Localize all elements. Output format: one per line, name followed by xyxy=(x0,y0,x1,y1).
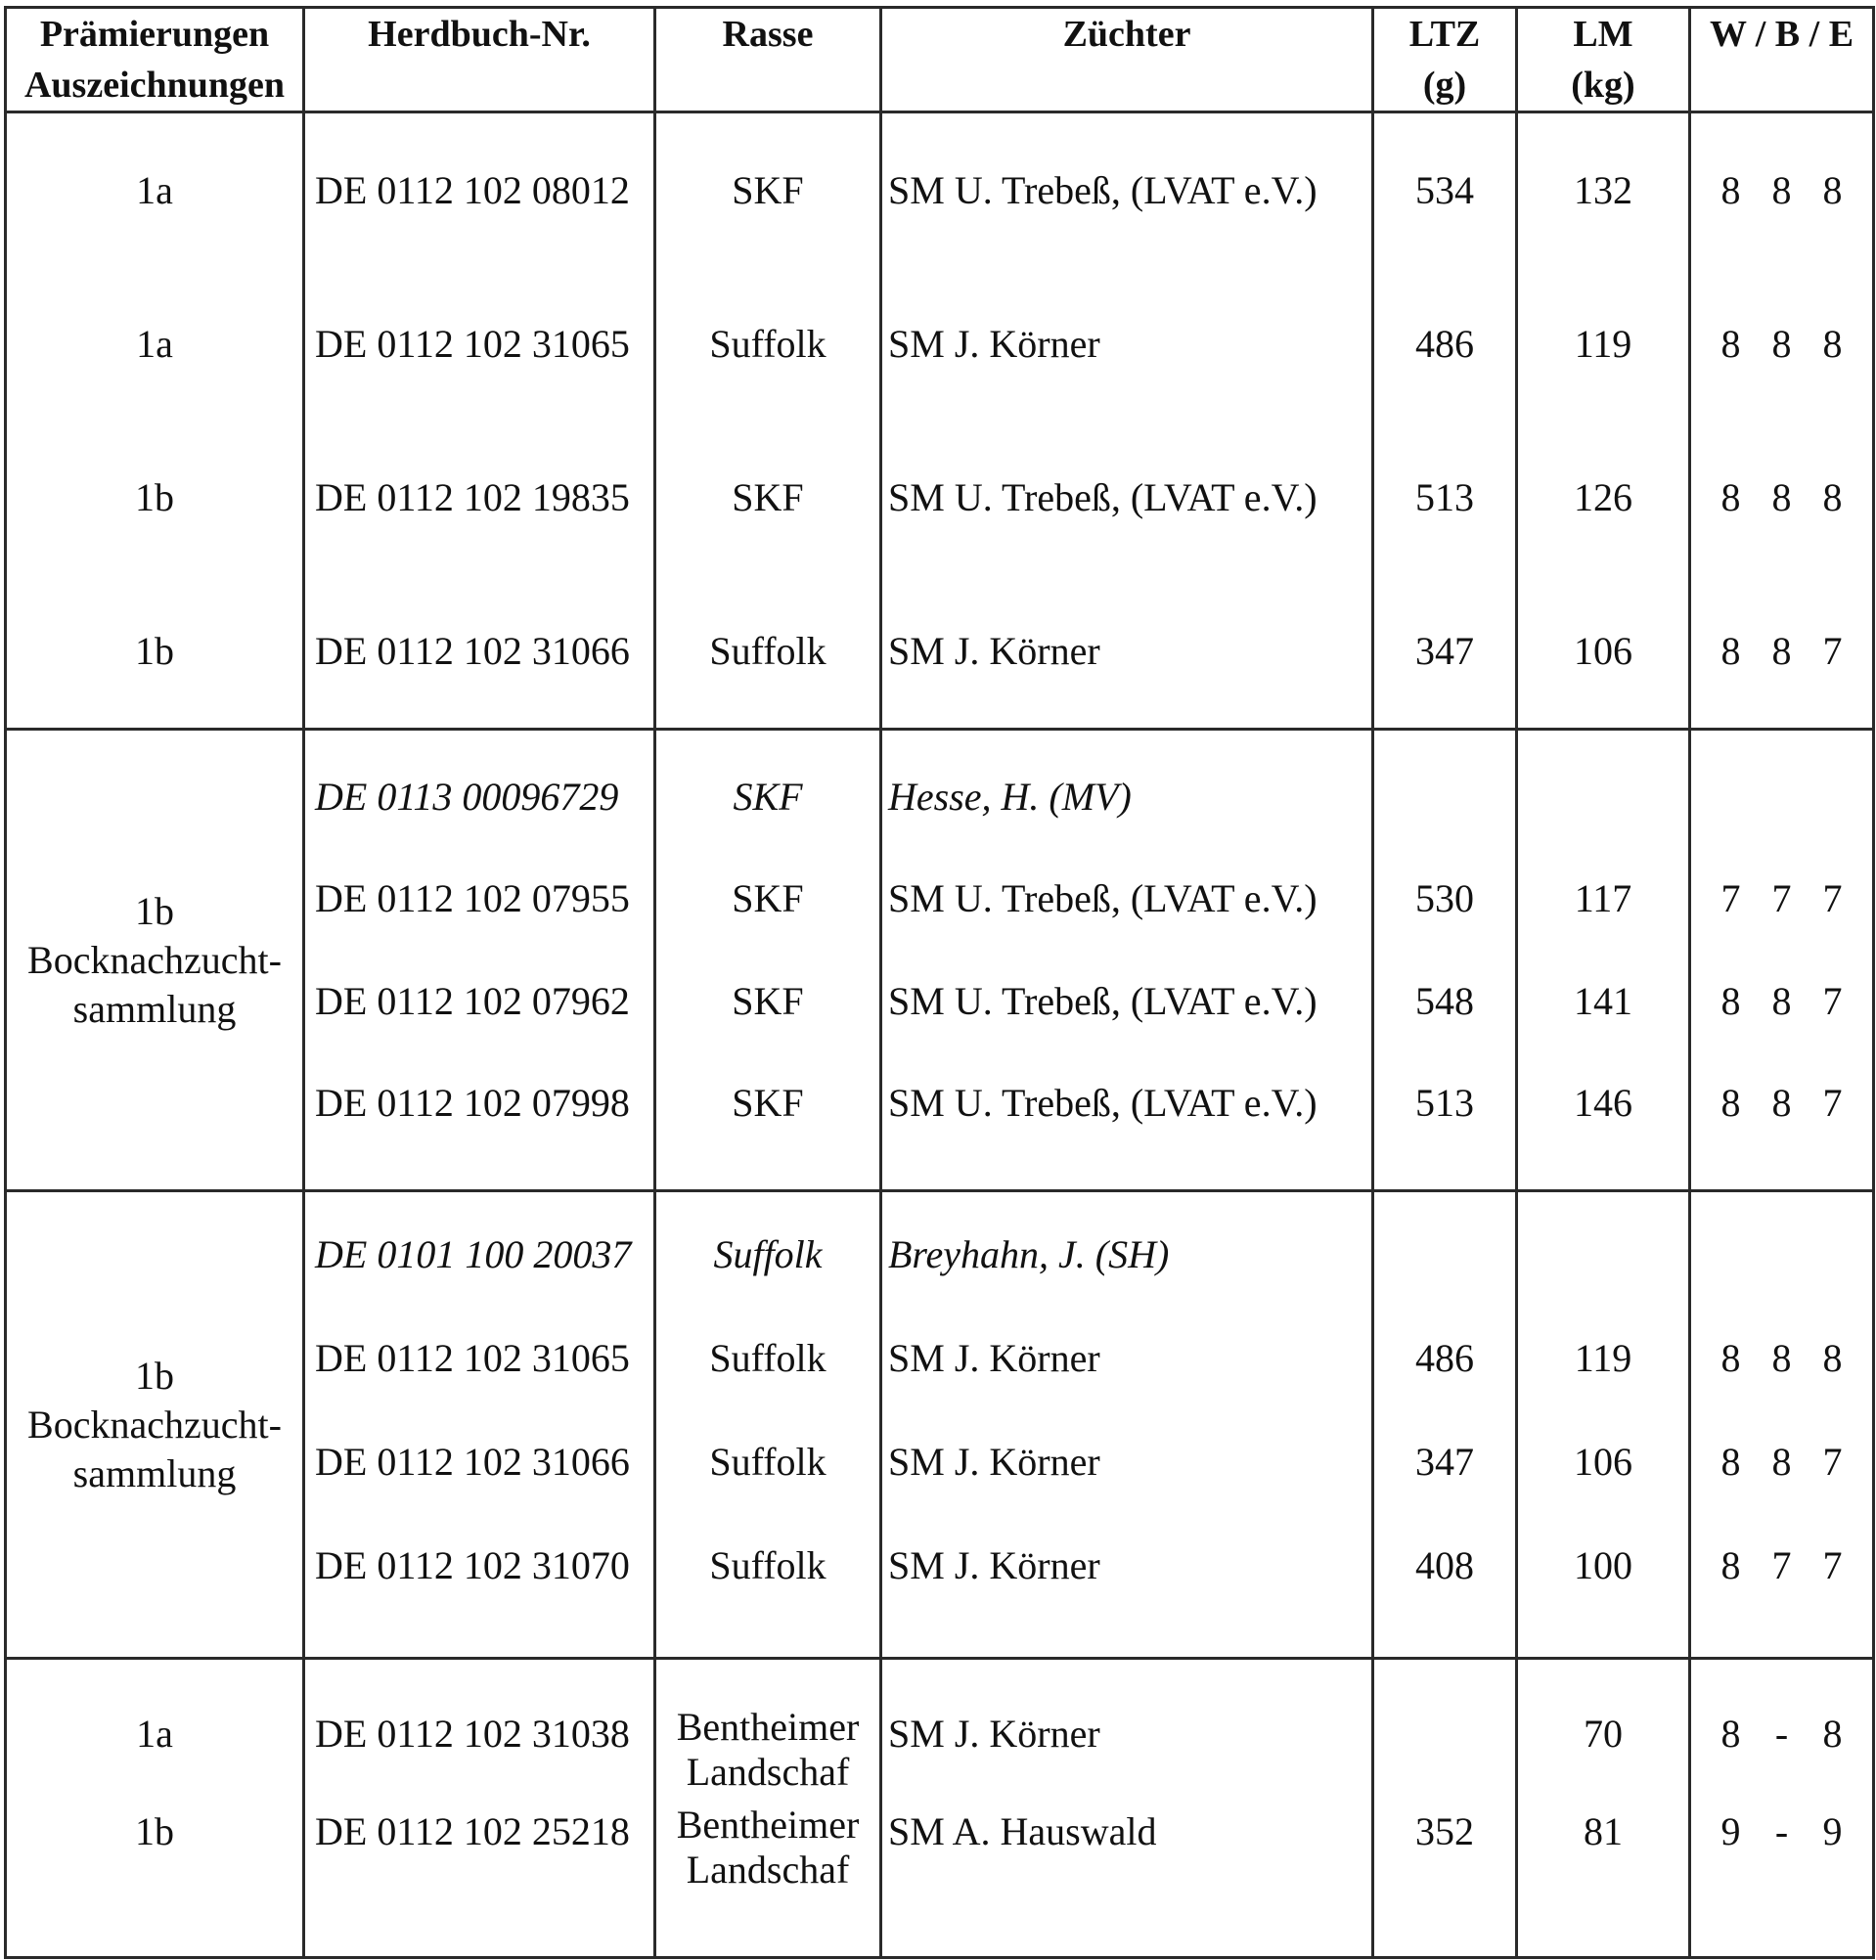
breed-cell: SKF xyxy=(732,978,804,1023)
wbe-e: 8 xyxy=(1822,322,1843,366)
wbe-b: 7 xyxy=(1771,876,1792,921)
wbe-w: 7 xyxy=(1720,876,1741,921)
lm-cell: 119 xyxy=(1574,1335,1632,1380)
group-1-lm xyxy=(1517,112,1690,730)
lm-cell: 117 xyxy=(1574,876,1632,921)
wbe-w: 8 xyxy=(1720,1711,1741,1756)
herdbook-cell: DE 0112 102 25218 xyxy=(315,1808,630,1853)
group-3-breeder xyxy=(881,1191,1373,1659)
ltz-cell xyxy=(1374,1684,1515,1782)
wbe-b: 7 xyxy=(1771,1542,1792,1587)
header-ltz xyxy=(1373,8,1517,112)
breeder-cell: SM U. Trebeß, (LVAT e.V.) xyxy=(888,876,1318,921)
group-2-breed xyxy=(655,730,881,1191)
herdbook-cell: DE 0112 102 07955 xyxy=(315,876,630,921)
header-herdbook: Herdbuch-Nr. xyxy=(304,8,655,112)
award-collection xyxy=(7,1352,302,1498)
group-2-wbe xyxy=(1690,730,1874,1191)
ltz-cell: 352 xyxy=(1415,1808,1474,1853)
wbe-w: 8 xyxy=(1720,1335,1741,1380)
breeder-cell: SM U. Trebeß, (LVAT e.V.) xyxy=(888,475,1318,519)
ltz-cell xyxy=(1374,745,1515,848)
group-4-breeder xyxy=(881,1659,1373,1958)
group-4 xyxy=(6,1659,1874,1958)
wbe-e: 8 xyxy=(1822,168,1843,212)
wbe-cell xyxy=(1691,267,1872,421)
ltz-cell: 548 xyxy=(1415,978,1474,1023)
ltz-cell: 486 xyxy=(1415,1335,1474,1380)
sire-breed-cell: Suffolk xyxy=(713,1231,823,1276)
breed-cell: SKF xyxy=(732,168,804,212)
group-4-lm xyxy=(1517,1659,1690,1958)
group-3-breed xyxy=(655,1191,881,1659)
lm-cell xyxy=(1518,1202,1688,1306)
breed-line: Landschaf xyxy=(686,1750,850,1794)
award-line: 1b xyxy=(135,1353,174,1398)
breed-cell: Suffolk xyxy=(709,629,826,673)
header-awards-line2: Auszeichnungen xyxy=(23,65,286,106)
group-1-herdbook xyxy=(304,112,655,730)
ltz-cell: 513 xyxy=(1415,475,1474,519)
group-2 xyxy=(6,730,1874,1191)
breeder-cell: SM J. Körner xyxy=(888,322,1100,366)
group-3 xyxy=(6,1191,1874,1659)
breed-cell xyxy=(656,1705,879,1803)
wbe-cell xyxy=(1691,745,1872,848)
group-4-wbe xyxy=(1690,1659,1874,1958)
lm-cell: 81 xyxy=(1584,1808,1623,1853)
wbe-e: 7 xyxy=(1822,629,1843,673)
header-lm-line1: LM xyxy=(1573,14,1633,55)
wbe-b: 8 xyxy=(1771,629,1792,673)
breed-line: Landschaf xyxy=(686,1848,850,1892)
wbe-w: 8 xyxy=(1720,475,1741,519)
award-line: sammlung xyxy=(72,1450,237,1495)
wbe-e: 7 xyxy=(1822,978,1843,1023)
group-2-ltz xyxy=(1373,730,1517,1191)
wbe-w: 8 xyxy=(1720,1081,1741,1126)
group-4-herdbook xyxy=(304,1659,655,1958)
group-4-awards xyxy=(6,1659,304,1958)
wbe-b: 8 xyxy=(1771,978,1792,1023)
wbe-cell xyxy=(1691,113,1872,267)
lm-cell: 126 xyxy=(1574,475,1632,519)
herdbook-cell: DE 0112 102 31070 xyxy=(315,1542,630,1587)
ltz-cell: 486 xyxy=(1415,322,1474,366)
wbe-e: 7 xyxy=(1822,1542,1843,1587)
wbe-cell xyxy=(1691,848,1872,951)
wbe-e: 8 xyxy=(1822,1711,1843,1756)
herdbook-cell: DE 0112 102 07998 xyxy=(315,1081,630,1126)
award-line: Bocknachzucht- xyxy=(27,937,282,982)
lm-cell: 106 xyxy=(1574,629,1632,673)
group-1-wbe xyxy=(1690,112,1874,730)
lm-cell: 70 xyxy=(1584,1711,1623,1756)
breeder-cell: SM U. Trebeß, (LVAT e.V.) xyxy=(888,978,1318,1023)
wbe-cell xyxy=(1691,1513,1872,1617)
breed-cell: SKF xyxy=(732,876,804,921)
breeder-cell: SM U. Trebeß, (LVAT e.V.) xyxy=(888,1081,1318,1126)
breeder-cell: SM U. Trebeß, (LVAT e.V.) xyxy=(888,168,1318,212)
breeder-cell: SM A. Hauswald xyxy=(888,1808,1157,1853)
wbe-e: 7 xyxy=(1822,1081,1843,1126)
ltz-cell xyxy=(1374,1202,1515,1306)
breeder-cell: SM J. Körner xyxy=(888,1335,1100,1380)
wbe-cell xyxy=(1691,1202,1872,1306)
group-2-herdbook xyxy=(304,730,655,1191)
group-3-herdbook xyxy=(304,1191,655,1659)
header-lm xyxy=(1517,8,1690,112)
wbe-w: 8 xyxy=(1720,978,1741,1023)
award-cell: 1a xyxy=(136,322,173,366)
award-collection xyxy=(7,887,302,1034)
wbe-cell xyxy=(1691,421,1872,574)
group-2-award xyxy=(6,730,304,1191)
wbe-b: - xyxy=(1774,1808,1789,1853)
group-3-lm xyxy=(1517,1191,1690,1659)
wbe-cell xyxy=(1691,950,1872,1052)
group-4-ltz xyxy=(1373,1659,1517,1958)
herdbook-cell: DE 0112 102 31065 xyxy=(315,1335,630,1380)
group-3-wbe xyxy=(1690,1191,1874,1659)
wbe-e: 7 xyxy=(1822,876,1843,921)
group-1-breeder xyxy=(881,112,1373,730)
breed-cell: Suffolk xyxy=(709,1439,826,1484)
wbe-cell xyxy=(1691,1782,1872,1880)
award-cell: 1b xyxy=(135,629,174,673)
award-cell: 1a xyxy=(136,168,173,212)
wbe-e: 8 xyxy=(1822,1335,1843,1380)
header-awards-line1: Prämierungen xyxy=(39,14,270,55)
wbe-b: - xyxy=(1774,1711,1789,1756)
lm-cell: 146 xyxy=(1574,1081,1632,1126)
header-row xyxy=(6,8,1874,112)
wbe-w: 8 xyxy=(1720,168,1741,212)
wbe-w: 9 xyxy=(1720,1808,1741,1853)
wbe-b: 8 xyxy=(1771,1439,1792,1484)
header-ltz-line1: LTZ xyxy=(1408,14,1481,55)
breeder-cell: SM J. Körner xyxy=(888,629,1100,673)
sire-herdbook-cell: DE 0113 00096729 xyxy=(315,774,619,819)
lm-cell: 119 xyxy=(1574,322,1632,366)
wbe-e: 8 xyxy=(1822,475,1843,519)
wbe-w: 8 xyxy=(1720,322,1741,366)
breed-cell: SKF xyxy=(732,1081,804,1126)
sire-breeder-cell: Breyhahn, J. (SH) xyxy=(888,1231,1170,1276)
sire-herdbook-cell: DE 0101 100 20037 xyxy=(315,1231,632,1276)
wbe-b: 8 xyxy=(1771,1335,1792,1380)
award-cell: 1a xyxy=(136,1711,173,1756)
award-cell: 1b xyxy=(135,475,174,519)
ltz-cell: 347 xyxy=(1415,1439,1474,1484)
wbe-e: 7 xyxy=(1822,1439,1843,1484)
ltz-cell: 347 xyxy=(1415,629,1474,673)
lm-cell xyxy=(1518,745,1688,848)
award-cell: 1b xyxy=(135,1808,174,1853)
herdbook-cell: DE 0112 102 31066 xyxy=(315,629,630,673)
wbe-w: 8 xyxy=(1720,1542,1741,1587)
group-1-awards xyxy=(6,112,304,730)
award-line: Bocknachzucht- xyxy=(27,1402,282,1447)
breed-cell: Suffolk xyxy=(709,1542,826,1587)
group-4-breed xyxy=(655,1659,881,1958)
herdbook-cell: DE 0112 102 07962 xyxy=(315,978,630,1023)
breed-cell: Suffolk xyxy=(709,322,826,366)
wbe-e: 9 xyxy=(1822,1808,1843,1853)
group-1-ltz xyxy=(1373,112,1517,730)
herdbook-cell: DE 0112 102 19835 xyxy=(315,475,630,519)
herdbook-cell: DE 0112 102 31038 xyxy=(315,1711,630,1756)
ltz-cell: 530 xyxy=(1415,876,1474,921)
wbe-cell xyxy=(1691,1684,1872,1782)
awards-table xyxy=(4,6,1875,1959)
lm-cell: 132 xyxy=(1574,168,1632,212)
ltz-cell: 513 xyxy=(1415,1081,1474,1126)
header-breed: Rasse xyxy=(655,8,881,112)
lm-cell: 106 xyxy=(1574,1439,1632,1484)
breeder-cell: SM J. Körner xyxy=(888,1711,1100,1756)
header-lm-line2: (kg) xyxy=(1571,65,1635,106)
group-1 xyxy=(6,112,1874,730)
herdbook-cell: DE 0112 102 08012 xyxy=(315,168,630,212)
header-awards xyxy=(6,8,304,112)
wbe-cell xyxy=(1691,1409,1872,1513)
wbe-b: 8 xyxy=(1771,168,1792,212)
group-3-ltz xyxy=(1373,1191,1517,1659)
group-2-breeder xyxy=(881,730,1373,1191)
breeder-cell: SM J. Körner xyxy=(888,1542,1100,1587)
wbe-cell xyxy=(1691,1052,1872,1155)
group-1-breed xyxy=(655,112,881,730)
header-wbe: W / B / E xyxy=(1690,8,1874,112)
breed-cell: SKF xyxy=(732,475,804,519)
header-breeder: Züchter xyxy=(881,8,1373,112)
wbe-w: 8 xyxy=(1720,629,1741,673)
wbe-cell xyxy=(1691,574,1872,728)
sire-breed-cell: SKF xyxy=(733,774,803,819)
award-line: 1b xyxy=(135,888,174,933)
ltz-cell: 408 xyxy=(1415,1542,1474,1587)
group-3-award xyxy=(6,1191,304,1659)
breed-line: Bentheimer xyxy=(676,1705,860,1749)
wbe-b: 8 xyxy=(1771,322,1792,366)
lm-cell: 100 xyxy=(1574,1542,1632,1587)
lm-cell: 141 xyxy=(1574,978,1632,1023)
herdbook-cell: DE 0112 102 31066 xyxy=(315,1439,630,1484)
wbe-w: 8 xyxy=(1720,1439,1741,1484)
wbe-cell xyxy=(1691,1306,1872,1409)
breed-cell xyxy=(656,1803,879,1900)
ltz-cell: 534 xyxy=(1415,168,1474,212)
award-line: sammlung xyxy=(72,986,237,1031)
header-ltz-line2: (g) xyxy=(1422,65,1467,106)
breeder-cell: SM J. Körner xyxy=(888,1439,1100,1484)
wbe-b: 8 xyxy=(1771,1081,1792,1126)
sire-breeder-cell: Hesse, H. (MV) xyxy=(888,774,1132,819)
wbe-b: 8 xyxy=(1771,475,1792,519)
group-2-lm xyxy=(1517,730,1690,1191)
breed-cell: Suffolk xyxy=(709,1335,826,1380)
breed-line: Bentheimer xyxy=(676,1803,860,1847)
herdbook-cell: DE 0112 102 31065 xyxy=(315,322,630,366)
